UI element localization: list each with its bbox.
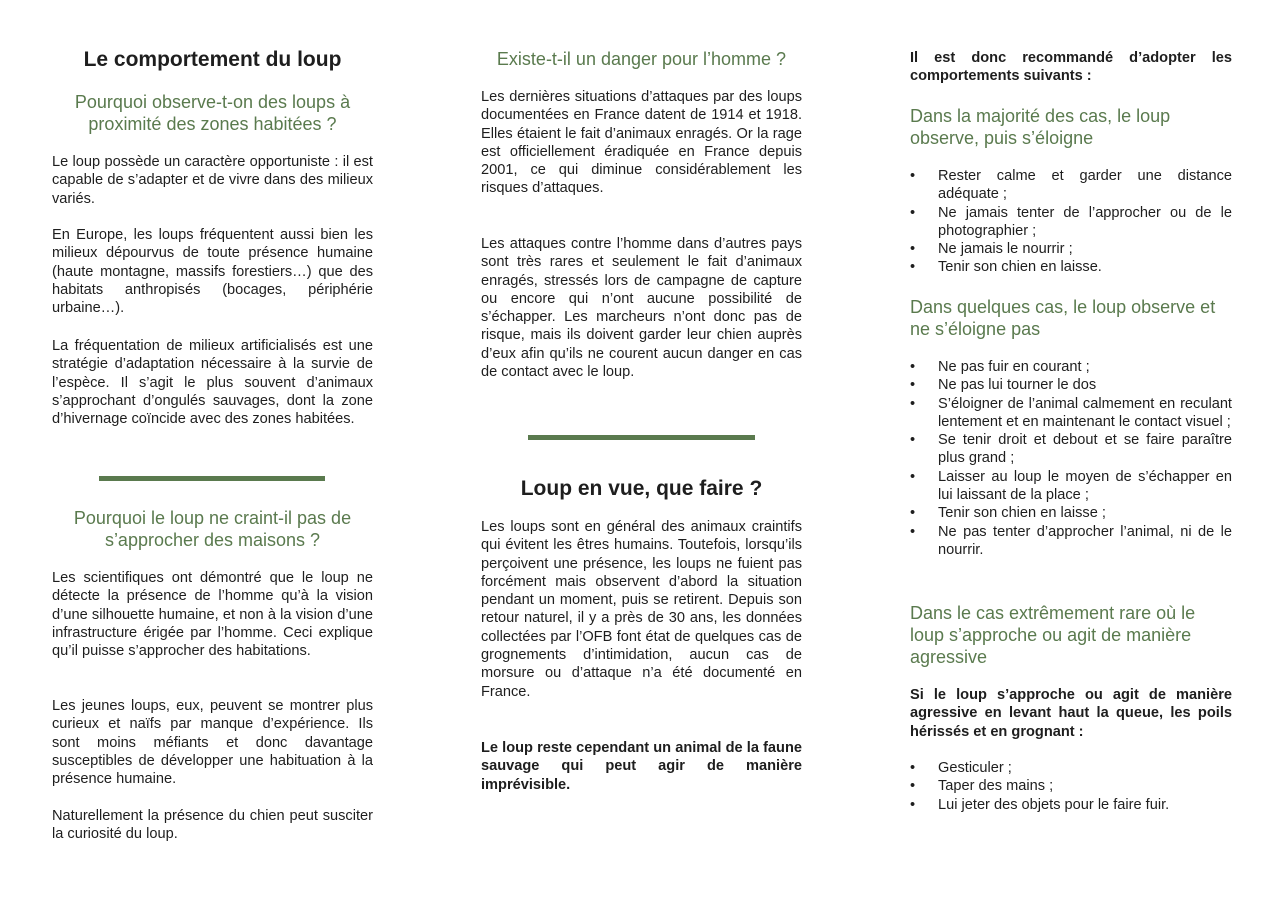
list-item: • Gesticuler ; — [910, 759, 1232, 777]
paragraph-young-wolves: Les jeunes loups, eux, peuvent se montrer plus curieux et naïfs par manque d’expérience. Ils sont moins méfiants et donc davantage susceptibles de développer une habituation à la présence humaine. — [52, 698, 373, 788]
list-item: • Ne jamais tenter de l’approcher ou de le photographier ; — [910, 204, 1232, 241]
section-title-behavior: Le comportement du loup — [83, 48, 342, 71]
list-item: • S’éloigner de l’animal calmement en reculant lentement et en maintenant le contact visuel ; — [910, 395, 1232, 432]
list-item: • Ne pas lui tourner le dos — [910, 376, 1232, 394]
question-heading-danger: Existe-t-il un danger pour l’homme ? — [496, 49, 787, 69]
list-item: • Ne jamais le nourrir ; — [910, 240, 1232, 258]
list-item: • Ne pas tenter d’approcher l’animal, ni de le nourrir. — [910, 523, 1232, 560]
list-item: • Tenir son chien en laisse. — [910, 258, 1232, 276]
question-heading-proximity: Pourquoi observe-t-on des loups à proximité des zones habitées ? — [74, 92, 351, 134]
list-item: • Se tenir droit et debout et se faire paraître plus grand ; — [910, 431, 1232, 468]
case-heading-some: Dans quelques cas, le loup observe et ne s’éloigne pas — [910, 297, 1216, 339]
case-heading-majority: Dans la majorité des cas, le loup observe, puis s’éloigne — [910, 106, 1171, 148]
list-some-actions — [910, 358, 1232, 559]
paragraph-fearful-wolves: Les loups sont en général des animaux craintifs qui évitent les êtres humains. Toutefois, lorsqu’ils perçoivent une présence, les loups ne fuient pas forcément mais observent d’abord la situation pendant un moment, puis se retirent. Depuis son retour naturel, il y a près de 30 ans, les données collectées par l’OFB font état de quelques cas de grognements d’intimidation, aucun cas de morsure ou d’attaque n’a été documenté en France. — [481, 519, 802, 700]
paragraph-europe-habitats: En Europe, les loups fréquentent aussi bien les milieux dépourvus de toute présence humaine (haute montagne, massifs forestiers…) que des habitats anthropisés (bocages, périphérie urbaine…). — [52, 227, 373, 317]
paragraph-scientists: Les scientifiques ont démontré que le loup ne détecte la présence de l’homme qu’à la vision d’une silhouette humaine, et non à la vision d’une infrastructure érigée par l’homme. Ceci explique qu’il puisse s’approcher des habitations. — [52, 570, 373, 660]
paragraph-last-attacks: Les dernières situations d’attaques par des loups documentées en France datent de 1914 et 1918. Elles étaient le fait d’animaux enragés. Or la rage est officiellement éradiquée en France depuis 2001, ce qui diminue considérablement les risques d’attaques. — [481, 89, 802, 197]
list-item: • Rester calme et garder une distance adéquate ; — [910, 167, 1232, 204]
section-divider — [99, 476, 325, 481]
case-heading-rare: Dans le cas extrêmement rare où le loup s’approche ou agit de manière agressive — [910, 603, 1196, 667]
paragraph-wild-animal-warning: Le loup reste cependant un animal de la faune sauvage qui peut agir de manière imprévisible. — [481, 740, 802, 793]
recommendations-intro: Il est donc recommandé d’adopter les comportements suivants : — [910, 50, 1232, 85]
section-title-wolf-in-sight: Loup en vue, que faire ? — [520, 477, 763, 500]
section-divider — [528, 435, 755, 440]
paragraph-dog-curiosity: Naturellement la présence du chien peut susciter la curiosité du loup. — [52, 808, 373, 843]
paragraph-opportunist: Le loup possède un caractère opportuniste : il est capable de s’adapter et de vivre dans des milieux variés. — [52, 154, 373, 207]
list-item: • Taper des mains ; — [910, 777, 1232, 795]
list-item: • Lui jeter des objets pour le faire fuir. — [910, 796, 1232, 814]
list-item: • Ne pas fuir en courant ; — [910, 358, 1232, 376]
list-item: • Laisser au loup le moyen de s’échapper en lui laissant de la place ; — [910, 468, 1232, 505]
paragraph-attacks-other-countries: Les attaques contre l’homme dans d’autres pays sont très rares et seulement le fait d’animaux enragés, stressés lors de campagne de capture ou encore qui n’ont aucune possibilité de s’échapper. Les marcheurs n’ont donc pas de risque, mais ils doivent garder leur chien auprès d’eux afin qu’ils ne courent aucun danger en cas de contact avec le loup. — [481, 236, 802, 381]
list-aggressive-actions — [910, 759, 1232, 814]
list-item: • Tenir son chien en laisse ; — [910, 504, 1232, 522]
list-majority-actions — [910, 167, 1232, 277]
aggressive-intro: Si le loup s’approche ou agit de manière agressive en levant haut la queue, les poils hérissés et en grognant : — [910, 687, 1232, 740]
paragraph-artificial-habitats: La fréquentation de milieux artificialisés est une stratégie d’adaptation nécessaire à la survie de l’espèce. Il s’agit le plus souvent d’animaux s’approchant d’ongulés sauvages, dont la zone d’hivernage coïncide avec des zones habitées. — [52, 338, 373, 428]
question-heading-houses: Pourquoi le loup ne craint-il pas de s’approcher des maisons ? — [73, 508, 352, 550]
